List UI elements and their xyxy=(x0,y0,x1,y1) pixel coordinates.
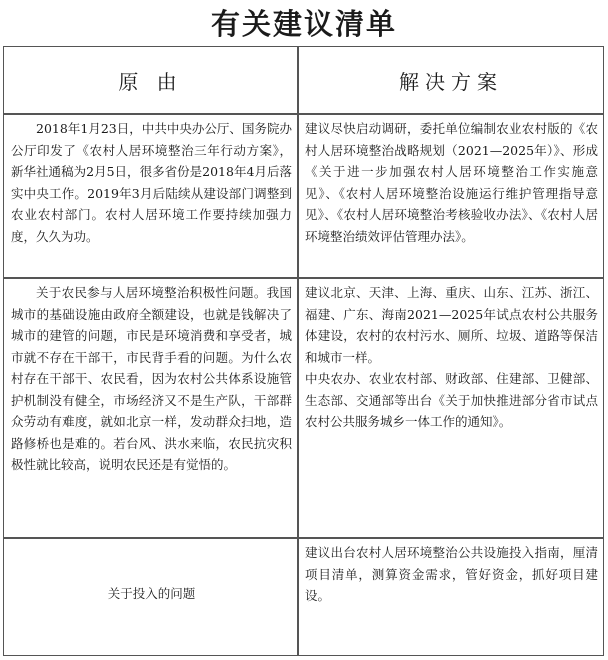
row-2-solution xyxy=(305,282,598,433)
row-1-solution: 建议尽快启动调研，委托单位编制农业农村版的《农村人居环境整治战略规划（2021—2025年）》、形成《关于进一步加强农村人居环境整治工作实施意见》、《农村人居环境整治设施运行维护管理指导意见》、《农村人居环境整治考核验收办法》、《农村人居环境整治绩效评估管理办法》。 xyxy=(305,121,598,244)
header-reason: 原 由 xyxy=(118,69,183,94)
row-2-reason: 关于农民参与人居环境整治积极性问题。我国城市的基础设施由政府全额建设，也就是钱解决了城市的建管的问题，市民是环境消费和享受者，城市就不存在干部干，市民背手看的问题。为什么农村存在干部干、农民看，因为农村公共体系设施管护机制没有健全，市场经济又不是生产队，干部群众劳动有难度，就如北京一样，发动群众扫地，造路修桥也是难的。若台风、洪水来临，农民抗灾积极性就比较高，说明农民还是有觉悟的。 xyxy=(11,285,292,472)
row-1-reason: 2018年1月23日，中共中央办公厅、国务院办公厅印发了《农村人居环境整治三年行动方案》，新华社通稿为2月5日，很多省份是2018年4月后落实中央工作。2019年3月后陆续从建设部门调整到农业农村部门。农村人居环境工作要持续加强力度，久久为功。 xyxy=(11,121,292,244)
row-divider xyxy=(4,537,603,539)
page-title: 有关建议清单 xyxy=(210,7,397,41)
row-2-solution-paragraph-1: 建议北京、天津、上海、重庆、山东、江苏、浙江、福建、广东、海南2021—2025年试点农村公共服务体建设，农村的农村污水、厕所、垃圾、道路等保洁和城市一样。 xyxy=(305,285,598,365)
recommendation-table xyxy=(3,46,604,656)
row-divider xyxy=(4,277,603,279)
row-3-solution: 建议出台农村人居环境整治公共设施投入指南，厘清项目清单，测算资金需求，管好资金，抓好项目建设。 xyxy=(305,545,598,603)
header-solution: 解决方案 xyxy=(399,69,503,94)
row-2-solution-paragraph-2: 中央农办、农业农村部、财政部、住建部、卫健部、生态部、交通部等出台《关于加快推进部分省市试点农村公共服务城乡一体工作的通知》。 xyxy=(305,371,598,429)
row-divider xyxy=(4,113,603,115)
column-divider xyxy=(297,47,299,655)
row-3-reason: 关于投入的问题 xyxy=(107,586,196,601)
